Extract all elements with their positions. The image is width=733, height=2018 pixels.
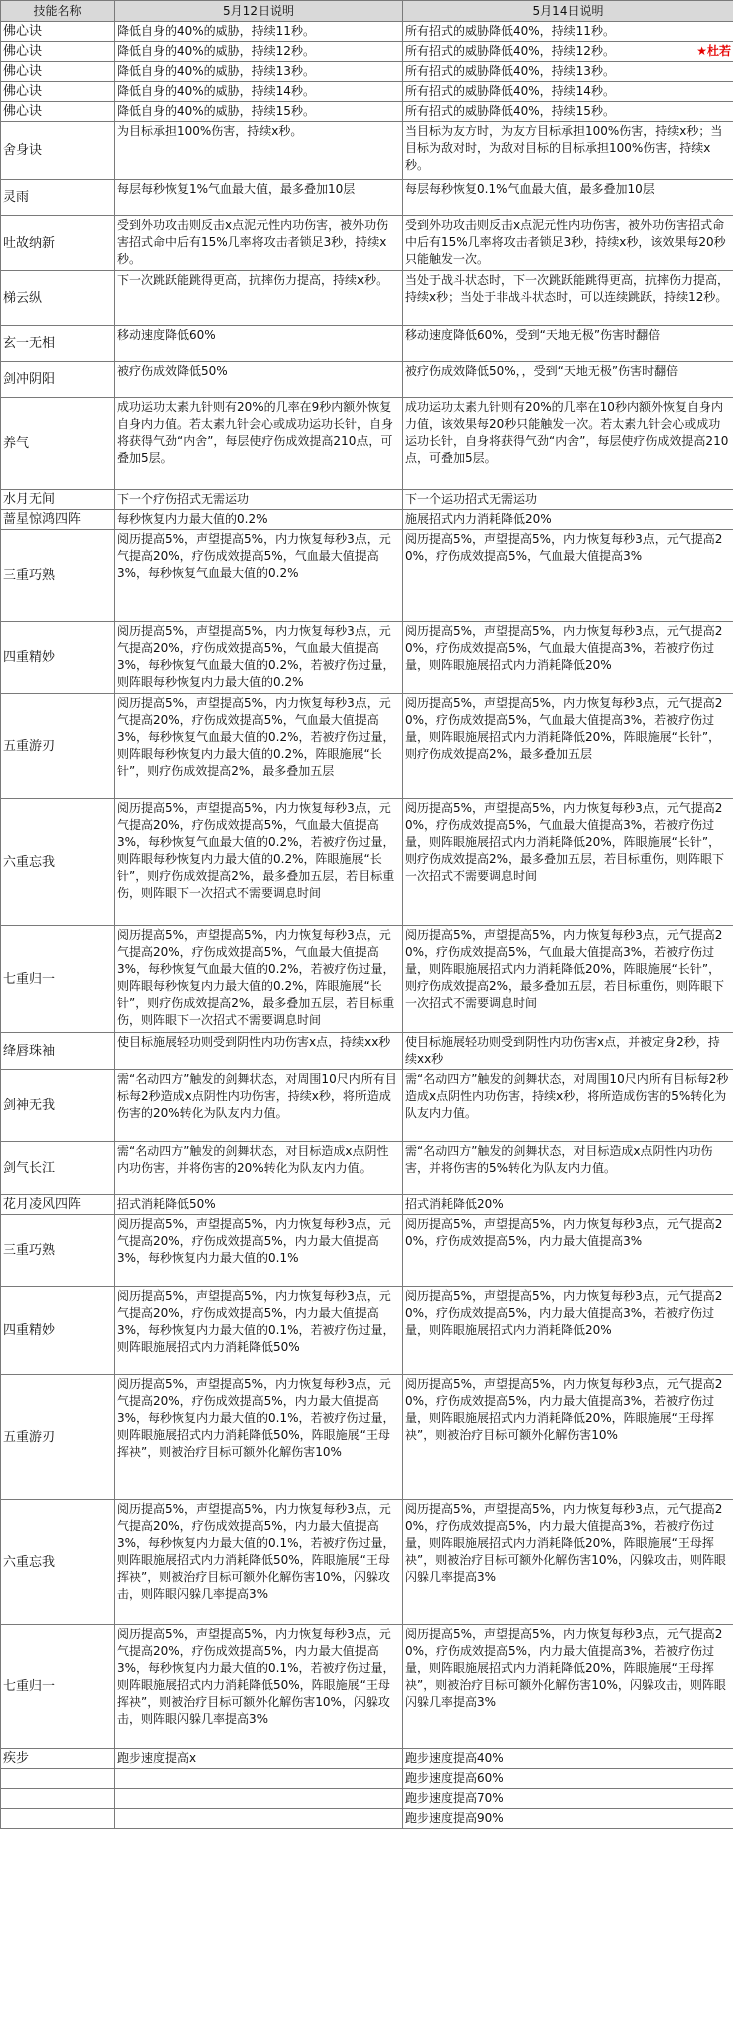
may12-description-cell [115, 271, 403, 326]
may12-description: 招式消耗降低50% [117, 1197, 216, 1211]
may14-description-cell [403, 622, 733, 694]
may12-description: 需“名动四方”触发的剑舞状态，对周围10尺内所有目标每2秒造成x点阴性内功伤害，持续x秒，将所造成伤害的20%转化为队友内力值。 [117, 1072, 397, 1120]
skill-name-cell: 六重忘我 [1, 1500, 115, 1625]
author-tag [696, 43, 731, 60]
may12-description-cell [115, 1142, 403, 1195]
may12-description-cell [115, 1789, 403, 1809]
may14-description-cell [403, 398, 733, 490]
skill-name-cell: 四重精妙 [1, 622, 115, 694]
may12-description-cell [115, 1215, 403, 1287]
may12-description: 阅历提高5%，声望提高5%，内力恢复每秒3点，元气提高20%，疗伤成效提高5%，气血最大值提高3%，每秒恢复气血最大值的0.2%，若被疗伤过量，则阵眼每秒恢复内力最大值的0.2%，阵眼施展“长针”，则疗伤成效提高2%，最多叠加五层 [117, 696, 395, 778]
table-row [1, 490, 733, 510]
may12-description: 每秒恢复内力最大值的0.2% [117, 512, 268, 526]
table-row [1, 1500, 733, 1625]
may12-description: 被疗伤成效降低50% [117, 364, 228, 378]
may12-description-cell [115, 1195, 403, 1215]
skill-name-cell: 水月无间 [1, 490, 115, 510]
may12-description-cell [115, 22, 403, 42]
header-skill-name: 技能名称 [1, 1, 115, 22]
author-tag-text: 杜若 [706, 44, 731, 58]
skill-name-cell: 佛心诀 [1, 102, 115, 122]
skill-name-cell: 七重归一 [1, 1625, 115, 1749]
may14-description-cell [403, 510, 733, 530]
table-row [1, 926, 733, 1033]
skill-name-cell: 灵雨 [1, 180, 115, 216]
may14-description-cell [403, 22, 733, 42]
may14-description-cell [403, 271, 733, 326]
may12-description-cell [115, 694, 403, 799]
may14-description-cell [403, 1375, 733, 1500]
may12-description-cell [115, 1625, 403, 1749]
may14-description: 需“名动四方”触发的剑舞状态，对目标造成x点阴性内功伤害，并将伤害的5%转化为队友内力值。 [405, 1144, 713, 1175]
may14-description-cell [403, 1625, 733, 1749]
table-row [1, 62, 733, 82]
may14-description: 使目标施展轻功则受到阴性内功伤害x点，并被定身2秒，持续xx秒 [405, 1035, 720, 1066]
table-row [1, 1142, 733, 1195]
table-row [1, 1070, 733, 1142]
may14-description: 跑步速度提高60% [405, 1771, 504, 1785]
may14-description-cell [403, 1195, 733, 1215]
may14-description-cell [403, 362, 733, 398]
may14-description-cell [403, 42, 733, 62]
may14-description-cell [403, 62, 733, 82]
skill-name-cell: 五重游刃 [1, 1375, 115, 1500]
skill-name-cell: 五重游刃 [1, 694, 115, 799]
may14-description: 跑步速度提高70% [405, 1791, 504, 1805]
may12-description: 阅历提高5%，声望提高5%，内力恢复每秒3点，元气提高20%，疗伤成效提高5%，内力最大值提高3%，每秒恢复内力最大值的0.1%，若被疗伤过量，则阵眼施展招式内力消耗降低50% [117, 1289, 395, 1354]
may12-description-cell [115, 1749, 403, 1769]
may12-description: 降低自身的40%的威胁，持续11秒。 [117, 24, 315, 38]
may12-description: 每层每秒恢复1%气血最大值，最多叠加10层 [117, 182, 356, 196]
skill-name-cell: 养气 [1, 398, 115, 490]
may14-description: 所有招式的威胁降低40%，持续11秒。 [405, 24, 615, 38]
may12-description-cell [115, 1375, 403, 1500]
may12-description-cell [115, 530, 403, 622]
may12-description: 降低自身的40%的威胁，持续15秒。 [117, 104, 315, 118]
may12-description: 需“名动四方”触发的剑舞状态，对目标造成x点阴性内功伤害，并将伤害的20%转化为队友内力值。 [117, 1144, 389, 1175]
may14-description: 跑步速度提高40% [405, 1751, 504, 1765]
table-row [1, 1287, 733, 1375]
may12-description: 阅历提高5%，声望提高5%，内力恢复每秒3点，元气提高20%，疗伤成效提高5%，内力最大值提高3%，每秒恢复内力最大值的0.1% [117, 1217, 391, 1265]
may12-description: 移动速度降低60% [117, 328, 216, 342]
table-row [1, 1769, 733, 1789]
table-row [1, 180, 733, 216]
may14-description-cell [403, 530, 733, 622]
may14-description-cell [403, 1789, 733, 1809]
table-row [1, 22, 733, 42]
may12-description-cell [115, 1033, 403, 1070]
may12-description-cell [115, 42, 403, 62]
table-body [1, 22, 733, 1829]
header-may14: 5月14日说明 [403, 1, 733, 22]
skill-name-cell: 花月凌风四阵 [1, 1195, 115, 1215]
may14-description: 受到外功攻击则反击x点泥元性内功伤害，被外功伤害招式命中后有15%几率将攻击者锁足3秒，持续x秒，该效果每20秒只能触发一次。 [405, 218, 726, 266]
table-row [1, 42, 733, 62]
skill-name-cell: 佛心诀 [1, 82, 115, 102]
may14-description: 当目标为友方时，为友方目标承担100%伤害，持续x秒；当目标为敌对时，为敌对目标的目标承担100%伤害，持续x秒。 [405, 124, 723, 172]
may14-description: 阅历提高5%，声望提高5%，内力恢复每秒3点，元气提高20%，疗伤成效提高5%，气血最大值提高3%，若被疗伤过量，则阵眼施展招式内力消耗降低20%，阵眼施展“长针”，则疗伤成效提高2%，最多叠加五层，若目标重伤，则阵眼下一次招式不需要调息时间 [405, 801, 725, 883]
may12-description: 为目标承担100%伤害，持续x秒。 [117, 124, 303, 138]
table-row [1, 1625, 733, 1749]
may12-description: 阅历提高5%，声望提高5%，内力恢复每秒3点，元气提高20%，疗伤成效提高5%，气血最大值提高3%，每秒恢复气血最大值的0.2% [117, 532, 391, 580]
may14-description: 所有招式的威胁降低40%，持续14秒。 [405, 84, 615, 98]
skill-name-cell [1, 1809, 115, 1829]
may12-description: 受到外功攻击则反击x点泥元性内功伤害，被外功伤害招式命中后有15%几率将攻击者锁足3秒，持续x秒。 [117, 218, 389, 266]
may12-description-cell [115, 490, 403, 510]
may14-description-cell [403, 180, 733, 216]
may12-description-cell [115, 82, 403, 102]
may12-description-cell [115, 180, 403, 216]
skill-name-cell: 剑神无我 [1, 1070, 115, 1142]
may14-description: 阅历提高5%，声望提高5%，内力恢复每秒3点，元气提高20%，疗伤成效提高5%，气血最大值提高3% [405, 532, 723, 563]
may14-description-cell [403, 1287, 733, 1375]
may14-description: 所有招式的威胁降低40%，持续12秒。 [405, 44, 615, 58]
may12-description-cell [115, 216, 403, 271]
table-row [1, 362, 733, 398]
may14-description: 阅历提高5%，声望提高5%，内力恢复每秒3点，元气提高20%，疗伤成效提高5%，内力最大值提高3% [405, 1217, 723, 1248]
header-may12: 5月12日说明 [115, 1, 403, 22]
may14-description-cell [403, 326, 733, 362]
may14-description-cell [403, 1749, 733, 1769]
table-row [1, 271, 733, 326]
may14-description: 所有招式的威胁降低40%，持续13秒。 [405, 64, 615, 78]
may14-description: 移动速度降低60%，受到“天地无极”伤害时翻倍 [405, 328, 661, 342]
skill-name-cell: 剑气长江 [1, 1142, 115, 1195]
may14-description-cell [403, 122, 733, 180]
may14-description: 被疗伤成效降低50%，，受到“天地无极”伤害时翻倍 [405, 364, 679, 378]
table-row [1, 694, 733, 799]
skill-name-cell: 玄一无相 [1, 326, 115, 362]
may14-description: 招式消耗降低20% [405, 1197, 504, 1211]
table-row [1, 216, 733, 271]
may12-description: 使目标施展轻功则受到阴性内功伤害x点，持续xx秒 [117, 1035, 391, 1049]
skill-name-cell: 六重忘我 [1, 799, 115, 926]
table-row [1, 1809, 733, 1829]
may12-description: 阅历提高5%，声望提高5%，内力恢复每秒3点，元气提高20%，疗伤成效提高5%，气血最大值提高3%，每秒恢复气血最大值的0.2%，若被疗伤过量，则阵眼每秒恢复内力最大值的0.2% [117, 624, 395, 689]
may12-description: 下一个疗伤招式无需运功 [117, 492, 250, 506]
may12-description-cell [115, 1287, 403, 1375]
table-row [1, 1195, 733, 1215]
skill-name-cell: 佛心诀 [1, 22, 115, 42]
may12-description: 阅历提高5%，声望提高5%，内力恢复每秒3点，元气提高20%，疗伤成效提高5%，气血最大值提高3%，每秒恢复气血最大值的0.2%，若被疗伤过量，则阵眼每秒恢复内力最大值的0.2%，阵眼施展“长针”，则疗伤成效提高2%，最多叠加五层，若目标重伤，则阵眼下一次招式不需要调息时间 [117, 801, 395, 900]
skill-name-cell: 疾步 [1, 1749, 115, 1769]
table-row [1, 799, 733, 926]
may12-description-cell [115, 62, 403, 82]
skill-name-cell: 七重归一 [1, 926, 115, 1033]
skill-name-cell [1, 1789, 115, 1809]
may12-description-cell [115, 926, 403, 1033]
may14-description: 阅历提高5%，声望提高5%，内力恢复每秒3点，元气提高20%，疗伤成效提高5%，气血最大值提高3%，若被疗伤过量，则阵眼施展招式内力消耗降低20%，阵眼施展“长针”，则疗伤成效提高2%，最多叠加五层，若目标重伤，则阵眼下一次招式不需要调息时间 [405, 928, 725, 1010]
table-row [1, 1215, 733, 1287]
table-row [1, 1749, 733, 1769]
may14-description: 阅历提高5%，声望提高5%，内力恢复每秒3点，元气提高20%，疗伤成效提高5%，气血最大值提高3%，若被疗伤过量，则阵眼施展招式内力消耗降低20% [405, 624, 723, 672]
skill-name-cell: 梯云纵 [1, 271, 115, 326]
table-row [1, 510, 733, 530]
may12-description: 阅历提高5%，声望提高5%，内力恢复每秒3点，元气提高20%，疗伤成效提高5%，内力最大值提高3%，每秒恢复内力最大值的0.1%，若被疗伤过量，则阵眼施展招式内力消耗降低50%，阵眼施展“王母挥袂”，则被治疗目标可额外化解伤害10%，闪躲攻击，则阵眼闪躲几率提高3% [117, 1502, 395, 1601]
table-row [1, 122, 733, 180]
may14-description-cell [403, 1215, 733, 1287]
may14-description-cell [403, 102, 733, 122]
table-row [1, 622, 733, 694]
may12-description-cell [115, 102, 403, 122]
may14-description-cell [403, 799, 733, 926]
table-row [1, 530, 733, 622]
skill-name-cell: 剑冲阴阳 [1, 362, 115, 398]
may14-description: 阅历提高5%，声望提高5%，内力恢复每秒3点，元气提高20%，疗伤成效提高5%，内力最大值提高3%，若被疗伤过量，则阵眼施展招式内力消耗降低20%，阵眼施展“王母挥袂”，则被治疗目标可额外化解伤害10% [405, 1377, 723, 1442]
table-row [1, 1033, 733, 1070]
table-row [1, 398, 733, 490]
skill-name-cell: 佛心诀 [1, 62, 115, 82]
may12-description-cell [115, 799, 403, 926]
skill-name-cell: 绛唇珠袖 [1, 1033, 115, 1070]
skill-name-cell: 舍身诀 [1, 122, 115, 180]
may12-description-cell [115, 510, 403, 530]
may14-description-cell [403, 82, 733, 102]
may12-description-cell [115, 622, 403, 694]
may12-description: 阅历提高5%，声望提高5%，内力恢复每秒3点，元气提高20%，疗伤成效提高5%，气血最大值提高3%，每秒恢复气血最大值的0.2%，若被疗伤过量，则阵眼每秒恢复内力最大值的0.2%，阵眼施展“长针”，则疗伤成效提高2%，最多叠加五层，若目标重伤，则阵眼下一次招式不需要调息时间 [117, 928, 395, 1027]
may14-description-cell [403, 1500, 733, 1625]
may12-description: 阅历提高5%，声望提高5%，内力恢复每秒3点，元气提高20%，疗伤成效提高5%，内力最大值提高3%，每秒恢复内力最大值的0.1%，若被疗伤过量，则阵眼施展招式内力消耗降低50%，阵眼施展“王母挥袂”，则被治疗目标可额外化解伤害10% [117, 1377, 395, 1459]
may12-description: 降低自身的40%的威胁，持续13秒。 [117, 64, 315, 78]
table-row [1, 326, 733, 362]
table-row [1, 102, 733, 122]
may14-description: 需“名动四方”触发的剑舞状态，对周围10尺内所有目标每2秒造成x点阴性内功伤害，持续x秒，将所造成伤害的5%转化为队友内力值。 [405, 1072, 729, 1120]
may14-description-cell [403, 216, 733, 271]
may12-description-cell [115, 1769, 403, 1789]
may12-description: 下一次跳跃能跳得更高，抗摔伤力提高，持续x秒。 [117, 273, 389, 287]
may14-description: 当处于战斗状态时，下一次跳跃能跳得更高，抗摔伤力提高，持续x秒；当处于非战斗状态时，可以连续跳跃，持续12秒。 [405, 273, 730, 304]
skill-name-cell [1, 1769, 115, 1789]
may14-description: 跑步速度提高90% [405, 1811, 504, 1825]
may12-description-cell [115, 326, 403, 362]
may12-description-cell [115, 398, 403, 490]
skill-name-cell: 三重巧熟 [1, 530, 115, 622]
may14-description-cell [403, 1142, 733, 1195]
table-row [1, 82, 733, 102]
may12-description: 跑步速度提高x [117, 1751, 197, 1765]
may14-description-cell [403, 1809, 733, 1829]
may12-description: 降低自身的40%的威胁，持续14秒。 [117, 84, 315, 98]
skill-name-cell: 吐故纳新 [1, 216, 115, 271]
may14-description-cell [403, 1070, 733, 1142]
table-row [1, 1789, 733, 1809]
may14-description: 所有招式的威胁降低40%，持续15秒。 [405, 104, 615, 118]
may12-description-cell [115, 122, 403, 180]
may14-description: 阅历提高5%，声望提高5%，内力恢复每秒3点，元气提高20%，疗伤成效提高5%，内力最大值提高3%，若被疗伤过量，则阵眼施展招式内力消耗降低20%，阵眼施展“王母挥袂”，则被治疗目标可额外化解伤害10%，闪躲攻击，则阵眼闪躲几率提高3% [405, 1627, 726, 1709]
may14-description-cell [403, 694, 733, 799]
table-row [1, 1375, 733, 1500]
may12-description: 成功运功太素九针则有20%的几率在9秒内额外恢复自身内力值。若太素九针会心或成功运功长针，自身将获得气劲“内舍”，每层使疗伤成效提高210点，可叠加5层。 [117, 400, 394, 465]
may12-description-cell [115, 362, 403, 398]
may14-description: 阅历提高5%，声望提高5%，内力恢复每秒3点，元气提高20%，疗伤成效提高5%，气血最大值提高3%，若被疗伤过量，则阵眼施展招式内力消耗降低20%，阵眼施展“长针”，则疗伤成效提高2%，最多叠加五层 [405, 696, 723, 761]
may12-description: 阅历提高5%，声望提高5%，内力恢复每秒3点，元气提高20%，疗伤成效提高5%，内力最大值提高3%，每秒恢复内力最大值的0.1%，若被疗伤过量，则阵眼施展招式内力消耗降低50%，阵眼施展“王母挥袂”，则被治疗目标可额外化解伤害10%，闪躲攻击，则阵眼闪躲几率提高3% [117, 1627, 395, 1726]
may14-description-cell [403, 1033, 733, 1070]
skill-name-cell: 四重精妙 [1, 1287, 115, 1375]
may12-description-cell [115, 1500, 403, 1625]
header-row [1, 1, 733, 22]
may14-description: 施展招式内力消耗降低20% [405, 512, 552, 526]
may14-description: 下一个运功招式无需运功 [405, 492, 538, 506]
may14-description-cell [403, 490, 733, 510]
may12-description-cell [115, 1070, 403, 1142]
may12-description-cell [115, 1809, 403, 1829]
skill-name-cell: 蔷星惊鸿四阵 [1, 510, 115, 530]
may14-description: 阅历提高5%，声望提高5%，内力恢复每秒3点，元气提高20%，疗伤成效提高5%，内力最大值提高3%，若被疗伤过量，则阵眼施展招式内力消耗降低20%，阵眼施展“王母挥袂”，则被治疗目标可额外化解伤害10%，闪躲攻击，则阵眼闪躲几率提高3% [405, 1502, 726, 1584]
may14-description: 阅历提高5%，声望提高5%，内力恢复每秒3点，元气提高20%，疗伤成效提高5%，内力最大值提高3%，若被疗伤过量，则阵眼施展招式内力消耗降低20% [405, 1289, 723, 1337]
star-icon: ★ [696, 44, 707, 58]
may14-description: 每层每秒恢复0.1%气血最大值，最多叠加10层 [405, 182, 655, 196]
may12-description: 降低自身的40%的威胁，持续12秒。 [117, 44, 315, 58]
may14-description: 成功运功太素九针则有20%的几率在10秒内额外恢复自身内力值，该效果每20秒只能触发一次。若太素九针会心或成功运功长针，自身将获得气劲“内舍”，每层使疗伤成效提高210点，可叠加5层。 [405, 400, 729, 465]
may14-description-cell [403, 926, 733, 1033]
skill-name-cell: 三重巧熟 [1, 1215, 115, 1287]
skill-name-cell: 佛心诀 [1, 42, 115, 62]
may14-description-cell [403, 1769, 733, 1789]
